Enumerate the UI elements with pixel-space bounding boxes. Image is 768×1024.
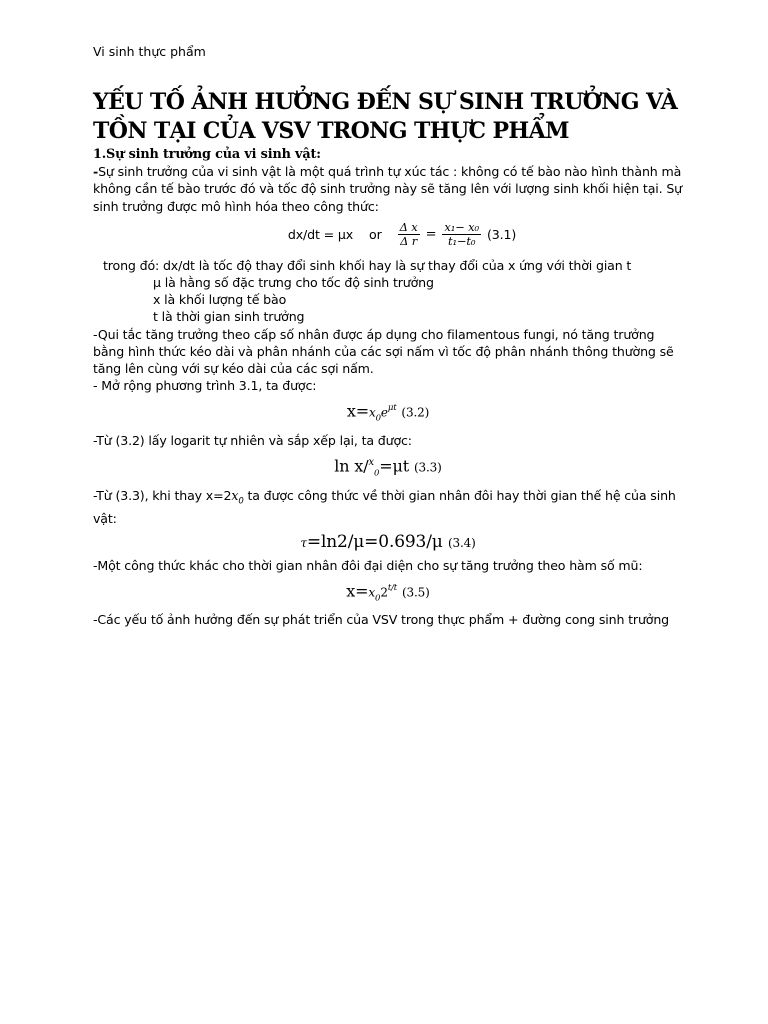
fraction-difference: $\frac{\text{x₁− x₀}}{\text{t₁−t₀}}$ (444, 220, 479, 249)
section-heading: 1.Sự sinh trưởng của vi sinh vật: (93, 147, 321, 162)
log-paragraph: -Từ (3.2) lấy logarit tự nhiên và sắp xếp lại, ta được: (93, 432, 412, 448)
double-paragraph: -Từ (3.3), khi thay $x=2x_0$ ta được công thức về thời gian nhân đôi hay thời gian thế hệ của sinh vật: (93, 487, 676, 527)
title-line-2: TỒN TẠI CỦA VSV TRONG THỰC PHẨM (93, 118, 569, 144)
equation-3-4: τ=ln2/μ=0.693/μ (3.4) (300, 531, 476, 552)
definition-where: trong đó: dx/dt là tốc độ thay đổi sinh khối hay là sự thay đổi của x ứng với thời gian t (103, 257, 632, 273)
fraction-delta: $\frac{\text{Δ x}}{\text{Δ r}}$ (399, 220, 418, 249)
equation-3-1: dx/dt = μx or $\frac{\text{Δ x}}{\text{Δ r}}$ = $\frac{\text{x₁− x₀}}{\text{t₁−t₀}}$ (3.1) (287, 220, 517, 249)
intro-paragraph: -Sự sinh trưởng của vi sinh vật là một quá trình tự xúc tác : không có tế bào nào hình thành mà không cần tế bào trước đó và tốc độ sinh trưởng này sẽ tăng lên với lượng sinh khối hiện tại. Sự sinh trưởng được mô hình hóa theo công thức: (93, 164, 682, 214)
definition-t: t là thời gian sinh trưởng (153, 309, 305, 325)
expand-paragraph: - Mở rộng phương trình 3.1, ta được: (93, 378, 317, 394)
factors-paragraph: -Các yếu tố ảnh hưởng đến sự phát triển của VSV trong thực phẩm + đường cong sinh trưởng (93, 612, 670, 628)
equation-tag: (3.1) (486, 227, 517, 243)
definition-mu: μ là hằng số đặc trưng cho tốc độ sinh trưởng (153, 275, 434, 291)
fungi-paragraph: -Qui tắc tăng trưởng theo cấp số nhân được áp dụng cho filamentous fungi, nó tăng trưởng bằng hình thức kéo dài và phân nhánh của các sợi nấm vì tốc độ phân nhánh thông thường sẽ tăng lên cùng với sự kéo dài của các sợi nấm. (93, 326, 674, 377)
equation-or: or (369, 227, 382, 243)
equation-3-3: ln x/$^x_0$=μt (3.3) (334, 456, 442, 479)
exp-paragraph: -Một công thức khác cho thời gian nhân đôi đại diện cho sự tăng trưởng theo hàm số mũ: (93, 557, 643, 573)
page-title (93, 88, 733, 146)
equation-3-5: $x=x_02^{t/t}$ (3.5) (346, 581, 430, 604)
equation-lhs: dx/dt = μx (287, 227, 354, 243)
definition-x: x là khối lượng tế bào (153, 292, 287, 308)
document-body (93, 146, 683, 629)
title-line-1: YẾU TỐ ẢNH HƯỞNG ĐẾN SỰ SINH TRƯỞNG VÀ (93, 89, 678, 115)
tau-symbol: τ (300, 535, 307, 550)
page-header: Vi sinh thực phẩm (93, 44, 206, 59)
equation-3-2: $x=x_0e^{\mu t}$ (3.2) (346, 401, 430, 424)
